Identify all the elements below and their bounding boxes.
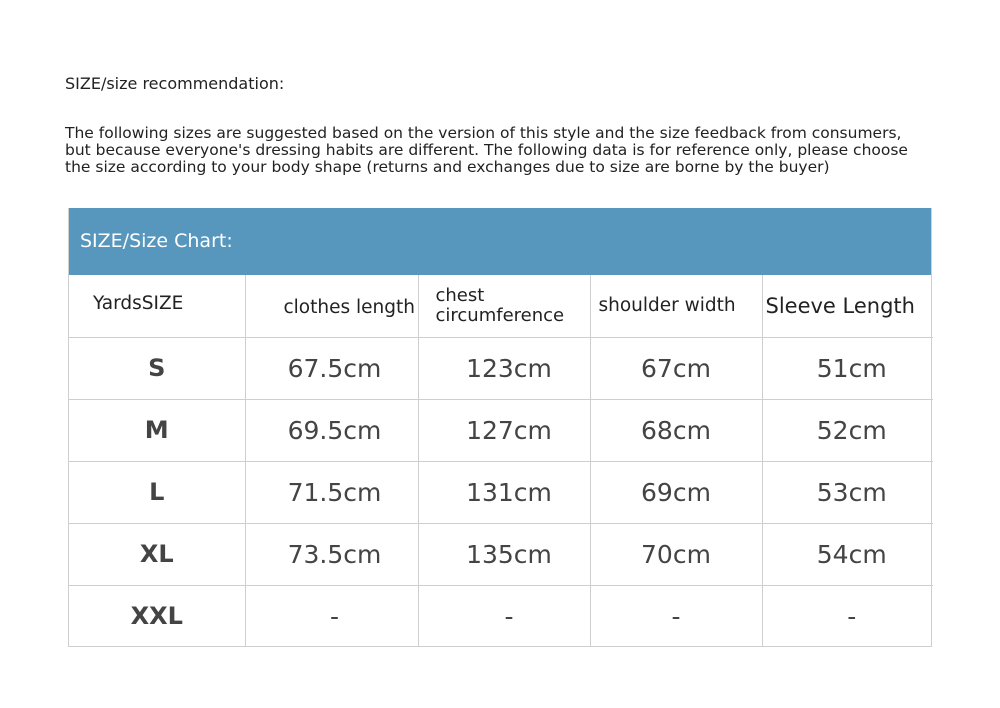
table-row — [69, 337, 933, 399]
size-label: L — [69, 461, 245, 523]
sleeve-value: 51cm — [762, 337, 933, 399]
chest-value: 123cm — [418, 337, 590, 399]
clothes-length-value: 67.5cm — [245, 337, 418, 399]
clothes-length-value: - — [245, 585, 418, 647]
sleeve-value: 52cm — [762, 399, 933, 461]
intro-line: but because everyone's dressing habits are different. The following data is for reference only, please choose — [65, 141, 908, 159]
size-chart-title: SIZE/Size Chart: — [69, 208, 931, 275]
table-row — [69, 585, 933, 647]
intro-paragraph — [65, 125, 945, 176]
size-chart — [68, 208, 932, 647]
chest-value: 131cm — [418, 461, 590, 523]
intro-line: the size according to your body shape (returns and exchanges due to size are borne by the buyer) — [65, 158, 830, 176]
page-title: SIZE/size recommendation: — [65, 74, 285, 93]
chest-value: - — [418, 585, 590, 647]
column-header-clothes-length: clothes length — [245, 275, 418, 337]
shoulder-value: - — [590, 585, 762, 647]
shoulder-value: 70cm — [590, 523, 762, 585]
column-header-chest-label: chest circumference — [435, 284, 565, 326]
size-table — [69, 275, 933, 647]
column-header-shoulder-width: shoulder width — [590, 275, 762, 337]
table-row — [69, 461, 933, 523]
table-header-row — [69, 275, 933, 337]
column-header-sleeve-length: Sleeve Length — [762, 275, 933, 337]
chest-value: 127cm — [418, 399, 590, 461]
sleeve-value: - — [847, 601, 857, 631]
table-row — [69, 523, 933, 585]
shoulder-value: 69cm — [590, 461, 762, 523]
shoulder-value: 67cm — [590, 337, 762, 399]
table-row — [69, 399, 933, 461]
size-label: XL — [69, 523, 245, 585]
clothes-length-value: 73.5cm — [245, 523, 418, 585]
size-label: M — [69, 399, 245, 461]
sleeve-value: 53cm — [762, 461, 933, 523]
column-header-size: YardsSIZE — [69, 275, 245, 337]
intro-line: The following sizes are suggested based on the version of this style and the size feedback from consumers, — [65, 124, 902, 142]
sleeve-value: 54cm — [762, 523, 933, 585]
size-label: S — [69, 337, 245, 399]
size-label: XXL — [69, 585, 245, 647]
shoulder-value: 68cm — [590, 399, 762, 461]
column-header-chest-circumference — [418, 275, 590, 337]
chest-value: 135cm — [418, 523, 590, 585]
clothes-length-value: 71.5cm — [245, 461, 418, 523]
clothes-length-value: 69.5cm — [245, 399, 418, 461]
